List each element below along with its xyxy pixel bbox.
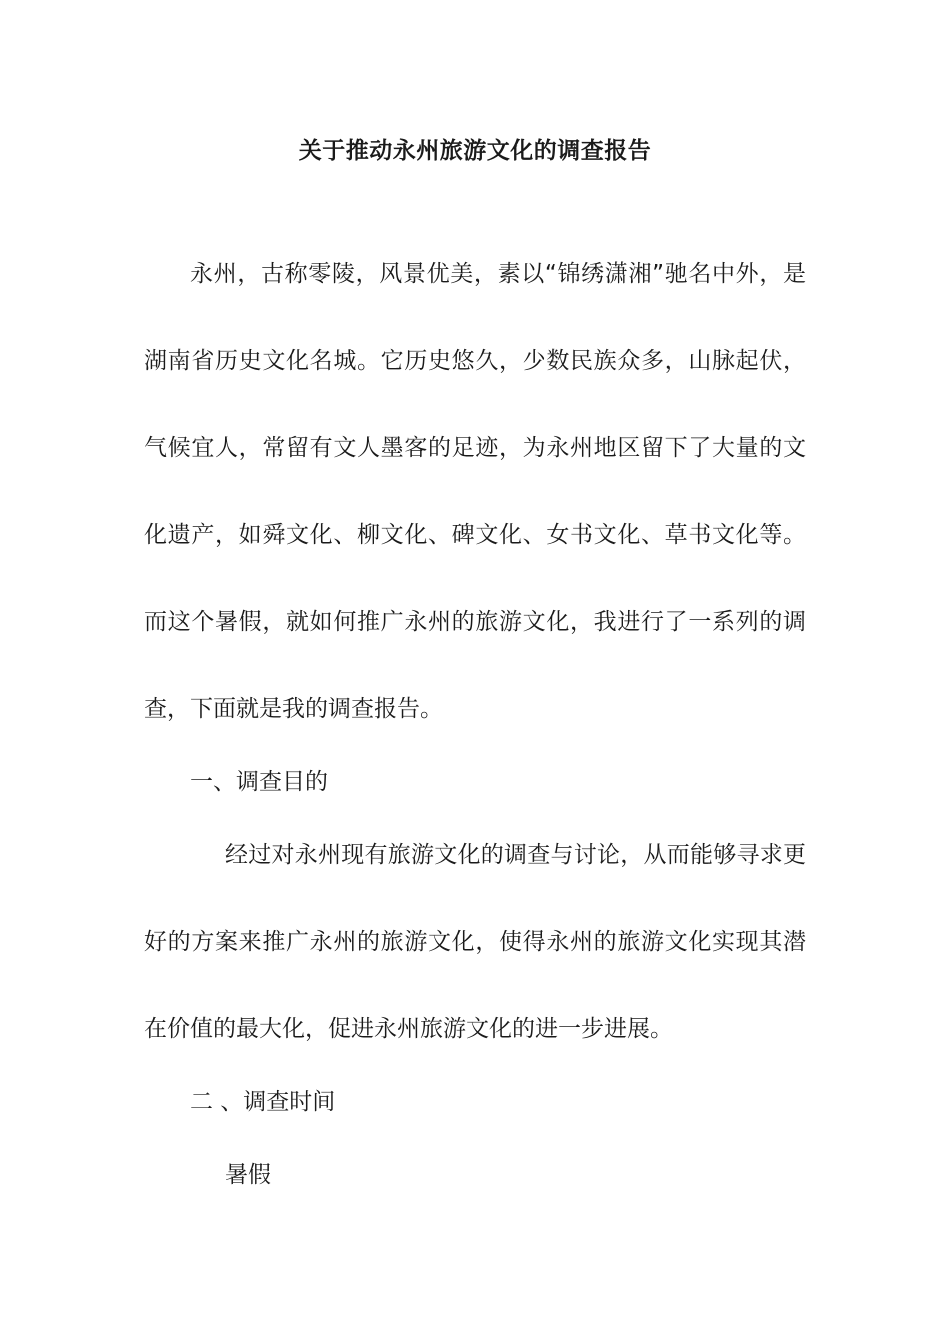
intro-line-5: 而这个暑假，就如何推广永州的旅游文化，我进行了一系列的调 [144, 609, 806, 635]
section2-content: 暑假 [225, 1162, 271, 1188]
intro-line-4: 化遗产，如舜文化、柳文化、碑文化、女书文化、草书文化等。 [144, 522, 806, 548]
intro-line-2: 湖南省历史文化名城。它历史悠久，少数民族众多，山脉起伏， [144, 348, 806, 374]
intro-line-3: 气候宜人，常留有文人墨客的足迹，为永州地区留下了大量的文 [144, 435, 806, 461]
section1-line-1: 经过对永州现有旅游文化的调查与讨论，从而能够寻求更 [225, 842, 806, 868]
intro-line-6: 查，下面就是我的调查报告。 [144, 696, 443, 722]
section1-line-3: 在价值的最大化，促进永州旅游文化的进一步进展。 [144, 1016, 673, 1042]
document-title: 关于推动永州旅游文化的调查报告 [298, 138, 652, 164]
section2-heading: 二 、调查时间 [190, 1089, 336, 1115]
section1-line-2: 好的方案来推广永州的旅游文化，使得永州的旅游文化实现其潜 [144, 929, 806, 955]
section1-heading: 一、调查目的 [190, 769, 328, 795]
intro-line-1: 永州，古称零陵，风景优美，素以“锦绣潇湘”驰名中外，是 [190, 261, 806, 287]
